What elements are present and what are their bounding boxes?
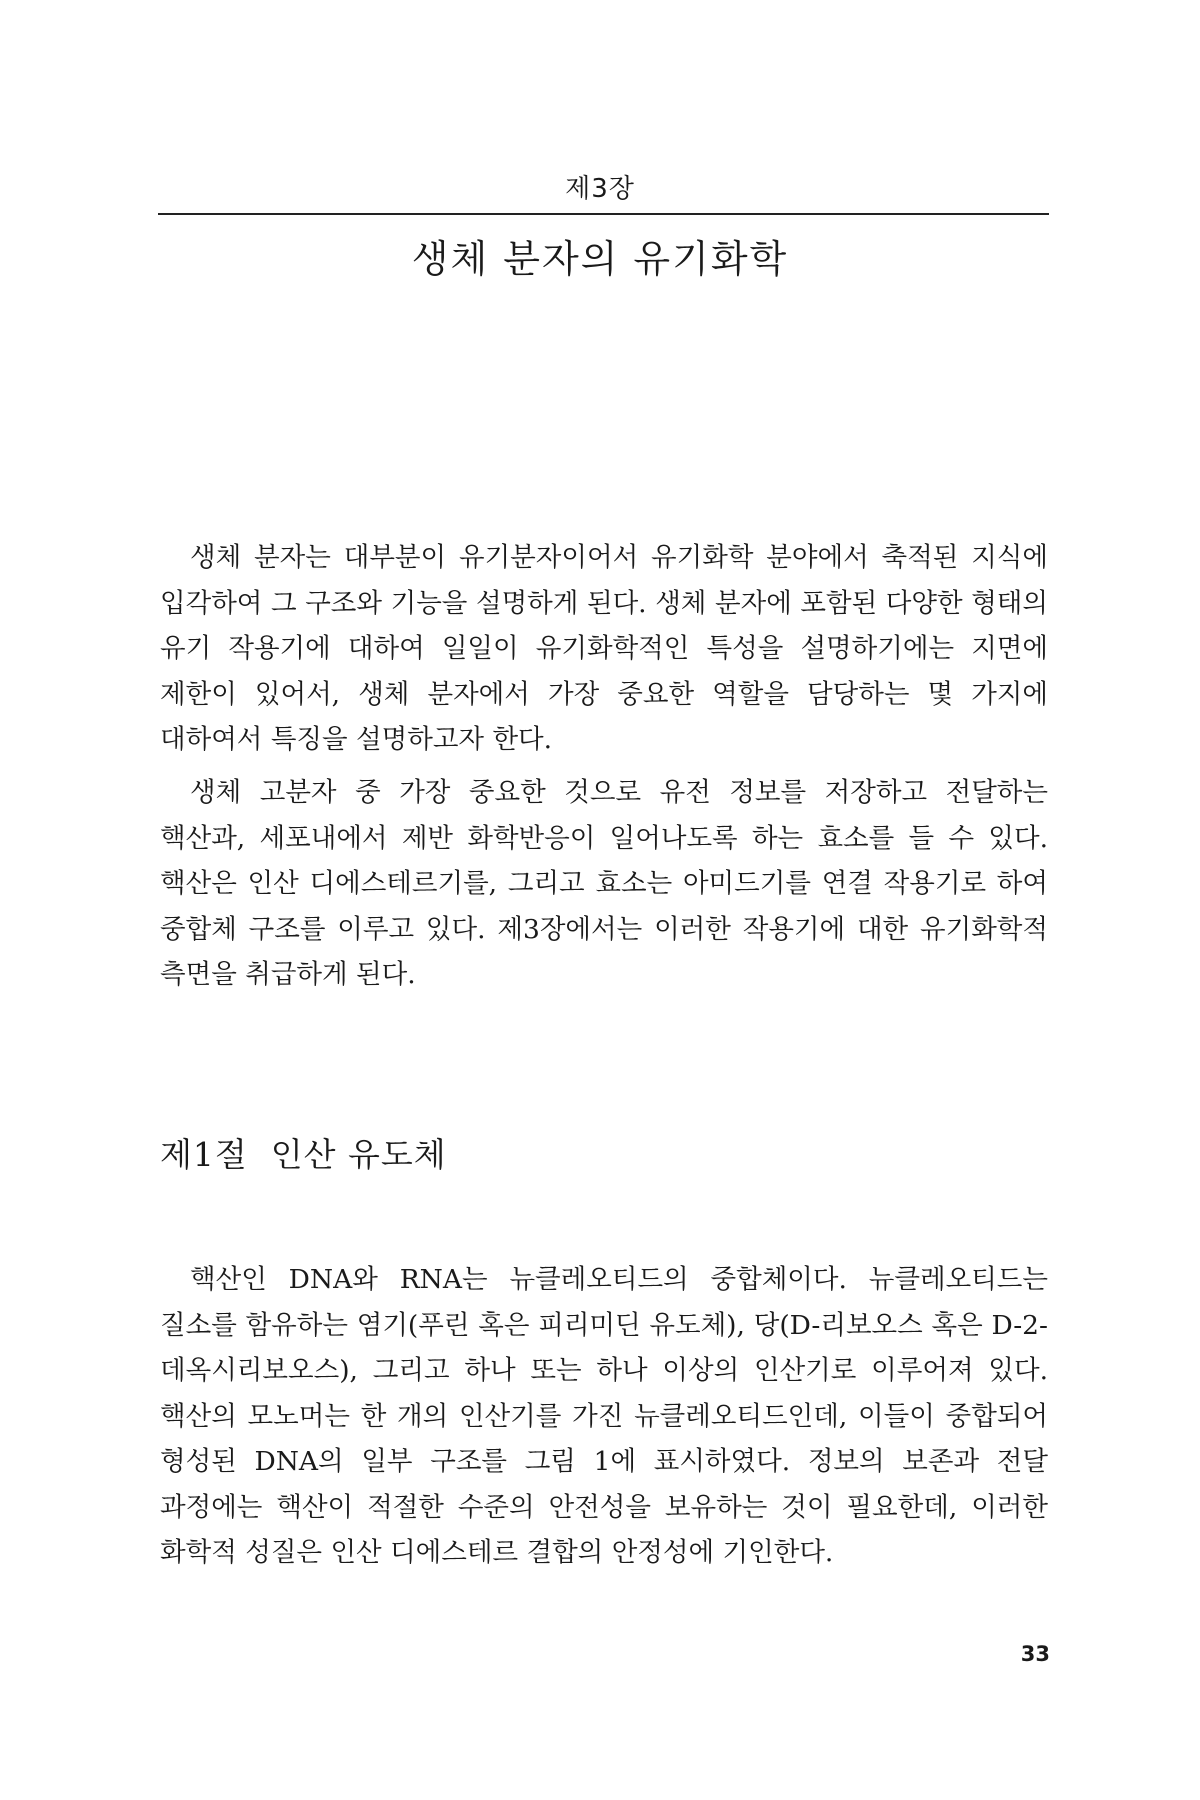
chapter-divider bbox=[158, 213, 1049, 215]
chapter-label: 제3장 bbox=[565, 174, 635, 204]
page-number: 33 bbox=[1020, 1642, 1050, 1666]
chapter-title: 생체 분자의 유기화학 bbox=[411, 237, 789, 281]
section-paragraph-1: 핵산인 DNA와 RNA는 뉴클레오티드의 중합체이다. 뉴클레오티드는 질소를 함유하는 염기(푸린 혹은 피리미딘 유도체), 당(D-리보오스 혹은 D-2-데옥시리보오스), 그리고 하나 또는 하나 이상의 인산기로 이루어져 있다. 핵산의 모노머는 한 개의 인산기를 가진 뉴클레오티드인데, 이들이 중합되어 형성된 DNA의 일부 구조를 그림 1에 표시하였다. 정보의 보존과 전달 과정에는 핵산이 적절한 수준의 안전성을 보유하는 것이 필요한데, 이러한 화학적 성질은 인산 디에스테르 결합의 안정성에 기인한다. bbox=[160, 1264, 1048, 1568]
section-heading: 제1절 인산 유도체 bbox=[160, 1135, 447, 1174]
intro-paragraph-2: 생체 고분자 중 가장 중요한 것으로 유전 정보를 저장하고 전달하는 핵산과, 세포내에서 제반 화학반응이 일어나도록 하는 효소를 들 수 있다. 핵산은 인산 디에스테르기를, 그리고 효소는 아미드기를 연결 작용기로 하여 중합체 구조를 이루고 있다. 제3장에서는 이러한 작용기에 대한 유기화학적 측면을 취급하게 된다. bbox=[160, 777, 1048, 990]
intro-paragraph-1: 생체 분자는 대부분이 유기분자이어서 유기화학 분야에서 축적된 지식에 입각하여 그 구조와 기능을 설명하게 된다. 생체 분자에 포함된 다양한 형태의 유기 작용기에 대하여 일일이 유기화학적인 특성을 설명하기에는 지면에 제한이 있어서, 생체 분자에서 가장 중요한 역할을 담당하는 몇 가지에 대하여서 특징을 설명하고자 한다. bbox=[160, 542, 1048, 755]
